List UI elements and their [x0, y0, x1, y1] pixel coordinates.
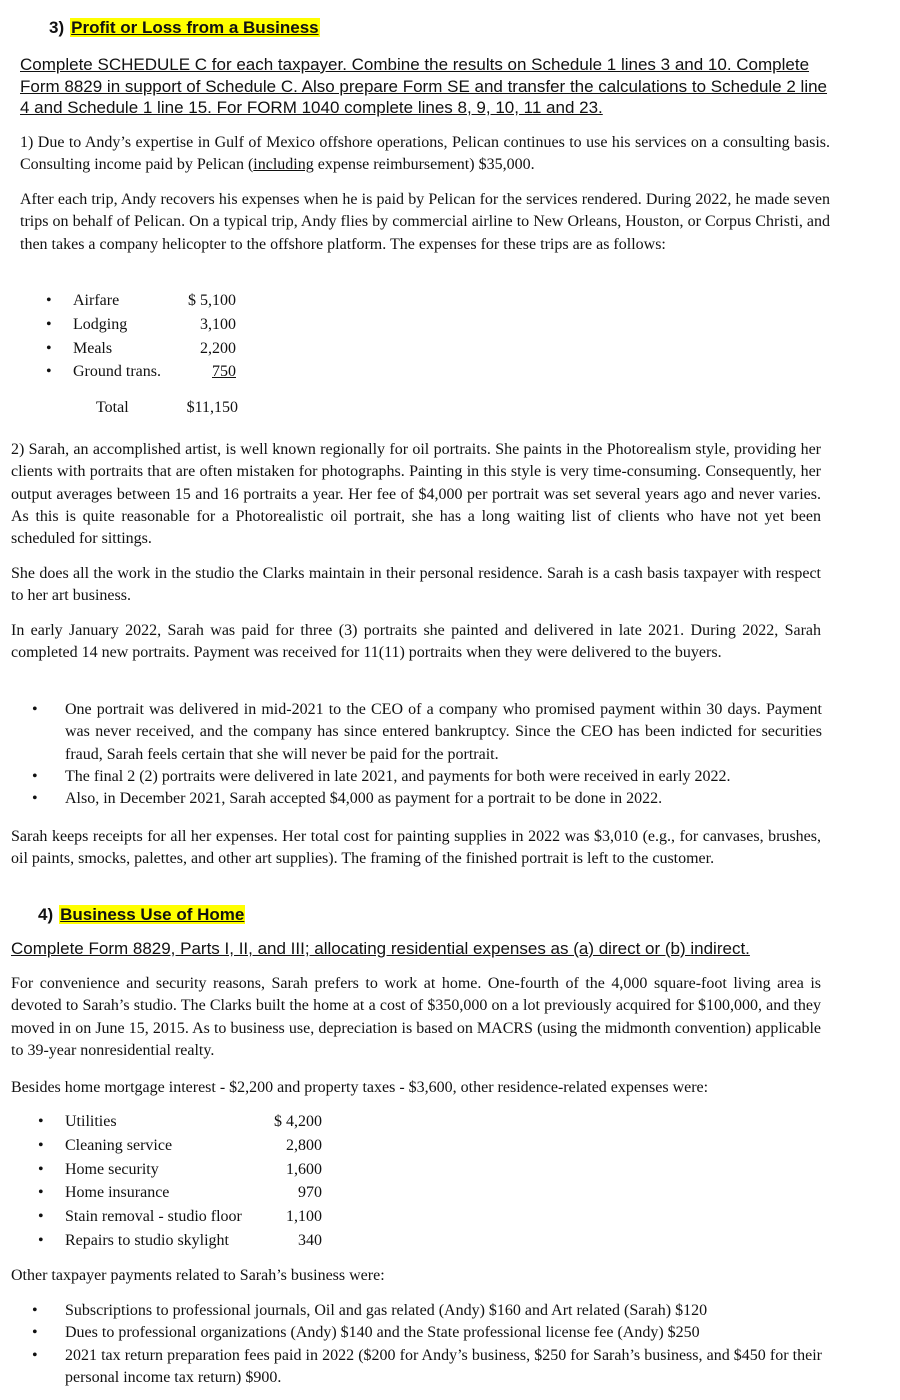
andy-consulting-paragraph: [20, 132, 830, 177]
home-expense-label: Repairs to studio skylight: [65, 1232, 229, 1249]
list-item: • Dues to professional organizations (Andy) $140 and the State professional license fee (Andy) $250: [32, 1324, 700, 1342]
expense-label: Lodging: [73, 316, 128, 333]
home-expense-amount: 1,600: [286, 1161, 322, 1178]
expense-amount: $ 5,100: [188, 292, 236, 309]
section-4-number: 4): [38, 905, 54, 924]
home-expense-label: Stain removal - studio floor: [65, 1208, 242, 1225]
section-4-instruction: Complete Form 8829, Parts I, II, and III; allocating residential expenses as (a) direct or (b) indirect.: [11, 939, 750, 958]
expense-amount: 2,200: [200, 340, 236, 357]
sarah-studio-paragraph: She does all the work in the studio the Clarks maintain in their personal residence. Sarah is a cash basis taxpayer with respect to her art business.: [11, 565, 821, 605]
expense-row: • Meals 2,200: [46, 338, 246, 360]
home-expense-amount: 1,100: [286, 1208, 322, 1225]
andy-trips-paragraph: After each trip, Andy recovers his expenses when he is paid by Pelican for the services rendered. During 2022, he made seven trips on behalf of Pelican. On a typical trip, Andy flies by commercial airline to New Orleans, Houston, or Corpus Christi, and then takes a company helicopter to the offshore platform. The expenses for these trips are as follows:: [20, 191, 830, 253]
section-3-heading: [49, 18, 320, 38]
expense-row: • Ground trans. 750: [46, 361, 246, 383]
home-expense-row: • Cleaning service 2,800: [38, 1135, 328, 1157]
expense-total-amount: $11,150: [186, 399, 238, 416]
trip-expenses-table: [46, 290, 246, 420]
section-3-number: 3): [49, 18, 65, 37]
list-item: • One portrait was delivered in mid-2021 to the CEO of a company who promised payment within 30 days. Payment was never received, and the company has since entered bankruptcy. Since the CEO has been indicted for securities fraud, Sarah feels certain that she will never be paid for the portrait.: [32, 701, 822, 763]
residence-expenses-intro: Besides home mortgage interest - $2,200 and property taxes - $3,600, other residence-related expenses were:: [11, 1079, 709, 1096]
section-4-heading: [38, 905, 245, 925]
expense-label: Meals: [73, 340, 113, 357]
home-expense-label: Cleaning service: [65, 1137, 173, 1154]
andy-consulting-including: including: [253, 156, 314, 174]
home-expense-amount: $ 4,200: [274, 1113, 322, 1130]
home-expense-amount: 2,800: [286, 1137, 322, 1154]
home-expense-row: • Utilities $ 4,200: [38, 1111, 328, 1133]
home-expense-label: Home security: [65, 1161, 159, 1178]
expense-label: Ground trans.: [73, 363, 161, 380]
section-3-instruction: Complete SCHEDULE C for each taxpayer. Combine the results on Schedule 1 lines 3 and 10. Complete Form 8829 in support of Schedule C. Also prepare Form SE and transfer the calculations to Schedule 2 line 4 and Schedule 1 line 15. For FORM 1040 complete lines 8, 9, 10, 11 and 23.: [20, 55, 828, 117]
expense-label: Airfare: [73, 292, 120, 309]
expense-total-row: [46, 397, 246, 419]
section-4-title: Business Use of Home: [60, 905, 245, 924]
sarah-artist-paragraph: 2) Sarah, an accomplished artist, is well known regionally for oil portraits. She paints in the Photorealism style, providing her clients with portraits that are often mistaken for photographs. Painting in this style is very time-consuming. Consequently, her output averages between 15 and 16 portraits a year. Her fee of $4,000 per portrait was set several years ago and never varies. As this is quite reasonable for a Photorealistic oil portrait, she has a long waiting list of clients who have not yet been scheduled for sittings.: [11, 441, 821, 548]
home-expense-amount: 340: [298, 1232, 322, 1249]
home-expense-row: • Home security 1,600: [38, 1159, 328, 1181]
expense-row: • Airfare $ 5,100: [46, 290, 246, 312]
expense-amount: 3,100: [200, 316, 236, 333]
sarah-expenses-paragraph: Sarah keeps receipts for all her expenses. Her total cost for painting supplies in 2022 was $3,010 (e.g., for canvases, brushes, oil paints, smocks, palettes, and other art supplies). The framing of the finished portrait is left to the customer.: [11, 828, 821, 868]
sarah-payments-paragraph: In early January 2022, Sarah was paid for three (3) portraits she painted and delivered in late 2021. During 2022, Sarah completed 14 new portraits. Payment was received for 11(11) portraits when they were delivered to the buyers.: [11, 622, 821, 662]
portrait-bullet-list: [32, 699, 822, 810]
list-item: • The final 2 (2) portraits were delivered in late 2021, and payments for both were received in early 2022.: [32, 767, 731, 785]
home-expense-row: • Home insurance 970: [38, 1182, 328, 1204]
list-item: • Subscriptions to professional journals, Oil and gas related (Andy) $160 and Art related (Sarah) $120: [32, 1302, 708, 1319]
section-3-title: Profit or Loss from a Business: [71, 18, 319, 37]
expense-total-label: Total: [96, 399, 129, 416]
home-expense-row: • Repairs to studio skylight 340: [38, 1230, 328, 1252]
home-expense-amount: 970: [298, 1184, 322, 1201]
other-payments-intro: Other taxpayer payments related to Sarah’s business were:: [11, 1267, 385, 1284]
home-office-paragraph: For convenience and security reasons, Sarah prefers to work at home. One-fourth of the 4,000 square-foot living area is devoted to Sarah’s studio. The Clarks built the home at a cost of $350,000 on a lot previously acquired for $100,000, and they moved in on June 15, 2015. As to business use, depreciation is based on MACRS (using the midmonth convention) applicable to 39-year nonresidential realty.: [11, 975, 821, 1059]
home-expenses-table: [38, 1111, 328, 1256]
expense-row: • Lodging 3,100: [46, 314, 246, 336]
list-item: • Also, in December 2021, Sarah accepted $4,000 as payment for a portrait to be done in 2022.: [32, 790, 663, 808]
list-item: • 2021 tax return preparation fees paid in 2022 ($200 for Andy’s business, $250 for Sarah’s business, and $450 for their personal income tax return) $900.: [32, 1346, 822, 1386]
other-payments-list: [32, 1300, 822, 1389]
andy-consulting-text-a: 1) Due to Andy’s expertise in Gulf of Mexico offshore operations, Pelican continues to use his services on a consulting basis. Consulting income paid by Pelican (: [20, 134, 830, 174]
home-expense-label: Home insurance: [65, 1184, 170, 1201]
expense-amount: 750: [212, 363, 236, 380]
andy-consulting-text-b: expense reimbursement) $35,000.: [313, 156, 535, 174]
home-expense-row: • Stain removal - studio floor 1,100: [38, 1206, 328, 1228]
home-expense-label: Utilities: [65, 1113, 117, 1130]
